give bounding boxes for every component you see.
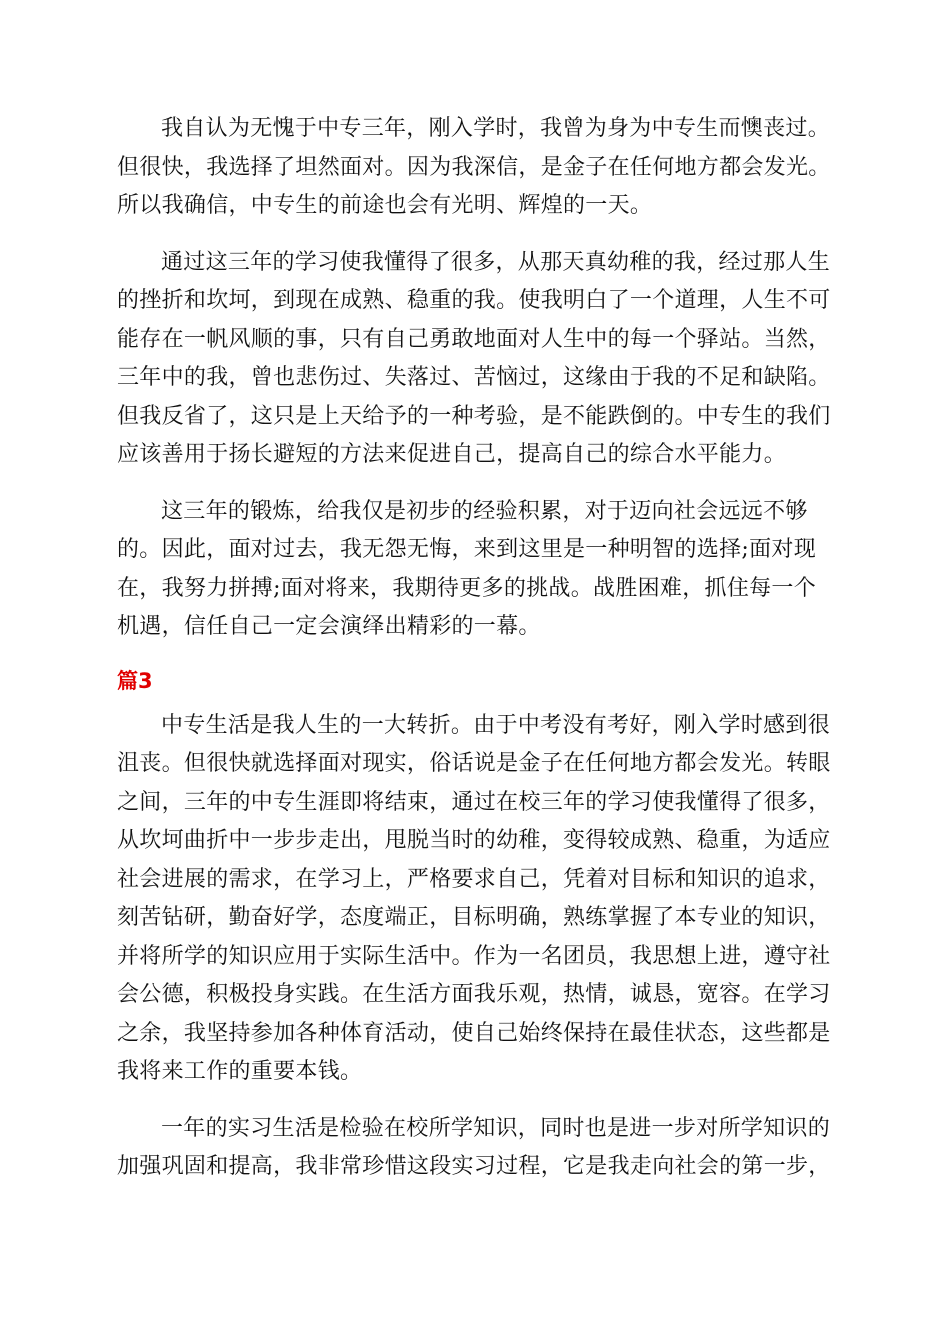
paragraph-4: 中专生活是我人生的一大转折。由于中考没有考好，刚入学时感到很 沮丧。但很快就选择面对现实，俗话说是金子在任何地方都会发光。转眼 之间，三年的中专生涯即将结束，通过在校三年的学习使我懂得了很多， 从坎坷曲折中一步步走出，甩脱当时的幼稚，变得较成熟、稳重，为适应 社会进展的需求，在学习上，严格要求自己，凭着对目标和知识的追求， 刻苦钻研，勤奋好学，态度端正，目标明确，熟练掌握了本专业的知识， 并将所学的知识应用于实际生活中。作为一名团员，我思想上进，遵守社 会公德，积极投身实践。在生活方面我乐观，热情，诚恳，宽容。在学习 之余，我坚持参加各种体育活动，使自己始终保持在最佳状态，这些都是 我将来工作的重要本钱。: [117, 712, 831, 1084]
paragraph-1: 我自认为无愧于中专三年，刚入学时，我曾为身为中专生而懊丧过。 但很快，我选择了坦然面对。因为我深信，是金子在任何地方都会发光。 所以我确信，中专生的前途也会有光明、辉煌的一天。: [117, 116, 831, 218]
section-heading: 篇3: [117, 668, 153, 693]
paragraph-3: 这三年的锻炼，给我仅是初步的经验积累，对于迈向社会远远不够 的。因此，面对过去，我无怨无悔，来到这里是一种明智的选择;面对现 在，我努力拼搏;面对将来，我期待更多的挑战。战胜困难，抓住每一个 机遇，信任自己一定会演绎出精彩的一幕。: [117, 498, 817, 639]
document-body: [117, 110, 833, 1205]
paragraph-5: 一年的实习生活是检验在校所学知识，同时也是进一步对所学知识的 加强巩固和提高，我非常珍惜这段实习过程，它是我走向社会的第一步，: [117, 1115, 831, 1179]
paragraph-2: 通过这三年的学习使我懂得了很多，从那天真幼稚的我，经过那人生 的挫折和坎坷，到现在成熟、稳重的我。使我明白了一个道理，人生不可 能存在一帆风顺的事，只有自己勇敢地面对人生中的每一个驿站。当然， 三年中的我，曾也悲伤过、失落过、苦恼过，这缘由于我的不足和缺陷。 但我反省了，这只是上天给予的一种考验，是不能跌倒的。中专生的我们 应该善用于扬长避短的方法来促进自己，提高自己的综合水平能力。: [117, 249, 831, 467]
